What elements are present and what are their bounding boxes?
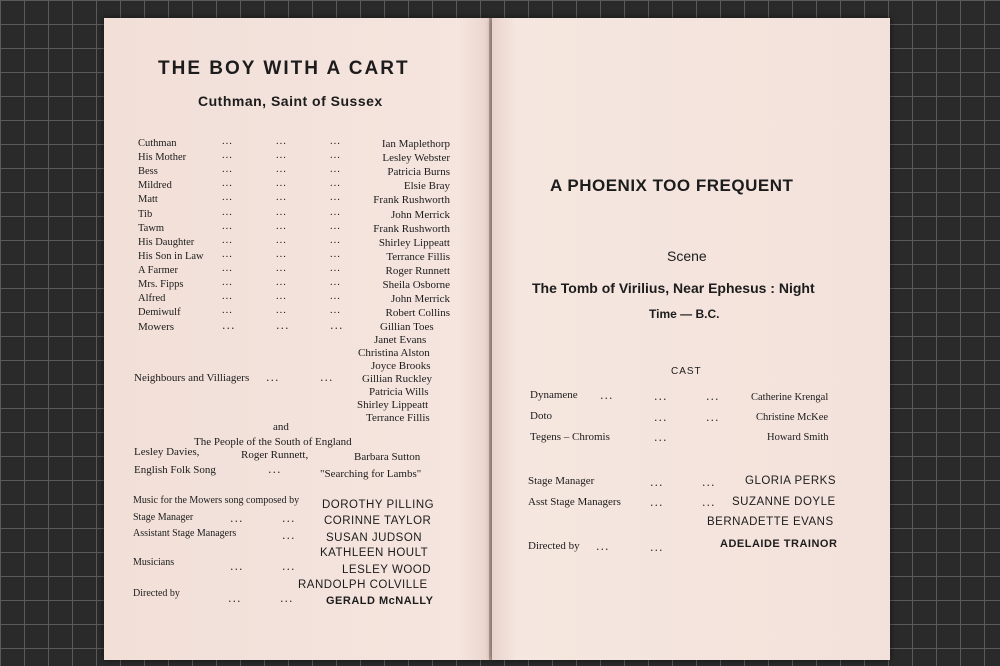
dot-leader: ... [276, 178, 287, 190]
dot-leader: ... [276, 150, 287, 162]
dot-leader: ... [330, 206, 341, 218]
musician: LESLEY WOOD [342, 564, 432, 576]
assistant-manager: SUSAN JUDSON [326, 532, 423, 544]
mower-actor: Christina Alston [358, 347, 430, 359]
dot-leader: ... [228, 592, 242, 605]
dot-leader: ... [330, 150, 341, 162]
dot-leader: ... [276, 192, 287, 204]
dot-leader: ... [276, 136, 287, 147]
directed-by-label: Directed by [133, 588, 180, 599]
cast-actor: Catherine Krengal [751, 392, 829, 403]
cast-row [138, 262, 450, 279]
dot-leader: ... [330, 248, 341, 260]
dot-leader: ... [282, 560, 296, 573]
scene-place: The Tomb of Virilius, Near Ephesus : Night [532, 280, 815, 296]
stage-manager: CORINNE TAYLOR [324, 515, 432, 527]
neighbours-role: Neighbours and Villiagers [134, 372, 250, 384]
cast-row [138, 138, 450, 152]
cast-role: Tib [138, 208, 153, 220]
stage-manager-label: Stage Manager [528, 475, 595, 487]
cast-role: Bess [138, 166, 158, 178]
folk-song-label: English Folk Song [134, 464, 216, 476]
cast-row [138, 220, 450, 237]
mowers-role: Mowers [138, 321, 175, 333]
dot-leader: ... [330, 192, 341, 204]
dot-leader: ... [222, 291, 233, 303]
dot-leader: ... [654, 390, 668, 403]
music-label: Music for the Mowers song composed by [133, 495, 300, 506]
dot-leader: ... [222, 178, 233, 190]
dot-leader: ... [600, 389, 614, 402]
cast-actor: Ian Maplethorp [381, 138, 450, 150]
cast-row [138, 194, 450, 208]
folk-song-title: "Searching for Lambs" [320, 468, 422, 480]
assistant-manager: BERNADETTE EVANS [707, 516, 834, 528]
dot-leader: ... [276, 291, 287, 303]
cast-role: Mildred [138, 180, 172, 192]
cast-row [138, 293, 450, 307]
musicians-label: Musicians [133, 557, 175, 568]
cast-actor: Patricia Burns [387, 166, 450, 179]
cast-row [138, 279, 450, 293]
cast-role: His Mother [138, 152, 187, 164]
dot-leader: ... [276, 164, 287, 176]
dot-leader: ... [276, 206, 287, 218]
dot-leader: ... [280, 592, 294, 605]
cast-role: Dynamene [530, 389, 578, 401]
cast-actor: Shirley Lippeatt [378, 236, 450, 249]
dot-leader: ... [222, 319, 236, 332]
dot-leader: ... [596, 540, 610, 553]
cast-role: Demiwulf [138, 307, 181, 319]
stage-manager-label: Stage Manager [133, 512, 194, 523]
folk-name: Roger Runnett, [241, 449, 309, 461]
cast-actor: Sheila Osborne [382, 279, 450, 291]
dot-leader: ... [650, 496, 664, 509]
cast-actor: Elsie Bray [403, 180, 450, 193]
dot-leader: ... [654, 411, 668, 424]
scene-time: Time — B.C. [649, 307, 720, 321]
assistant-label: Asst Stage Managers [528, 496, 621, 508]
dot-leader: ... [650, 476, 664, 489]
dot-leader: ... [222, 305, 233, 317]
dot-leader: ... [222, 262, 233, 274]
dot-leader: ... [330, 277, 341, 288]
dot-leader: ... [222, 277, 233, 288]
cast-role: A Farmer [138, 264, 178, 276]
dot-leader: ... [276, 234, 287, 246]
dot-leader: ... [222, 248, 233, 260]
left-page [104, 18, 490, 660]
cast-actor: Robert Collins [385, 307, 450, 320]
dot-leader: ... [222, 136, 233, 147]
director: GERALD McNALLY [326, 595, 434, 607]
cast-role: Matt [138, 194, 158, 206]
director: ADELAIDE TRAINOR [720, 538, 838, 550]
cast-heading: CAST [671, 366, 702, 377]
people-text: The People of the South of England [194, 436, 352, 448]
cast-role: His Son in Law [138, 250, 204, 262]
cast-actor: Roger Runnett [385, 264, 450, 277]
cast-role: Cuthman [138, 138, 177, 149]
dot-leader: ... [330, 319, 344, 332]
musician: RANDOLPH COLVILLE [298, 579, 428, 591]
cast-row [138, 234, 450, 251]
cast-actor: John Merrick [391, 208, 450, 221]
dot-leader: ... [706, 411, 720, 424]
dot-leader: ... [282, 512, 296, 525]
cast-row [138, 180, 450, 194]
dot-leader: ... [222, 220, 233, 232]
dot-leader: ... [654, 431, 668, 444]
cast-actor: Frank Rushworth [373, 222, 450, 235]
cast-actor: Terrance Fillis [386, 250, 450, 263]
assistant-manager: KATHLEEN HOULT [320, 547, 429, 559]
dot-leader: ... [222, 164, 233, 176]
dot-leader: ... [330, 178, 341, 190]
mower-actor: Janet Evans [374, 334, 427, 346]
mower-actor: Joyce Brooks [371, 360, 431, 372]
cast-row [138, 206, 450, 223]
neighbour-actor: Terrance Fillis [366, 412, 430, 424]
dot-leader: ... [320, 371, 334, 384]
cast-row [138, 152, 450, 166]
cast-actor: Christine McKee [756, 412, 829, 423]
cast-actor: Lesley Webster [382, 152, 450, 165]
dot-leader: ... [330, 164, 341, 176]
dot-leader: ... [706, 390, 720, 403]
dot-leader: ... [330, 262, 341, 274]
cast-role: Tawm [138, 222, 165, 234]
dot-leader: ... [330, 291, 341, 303]
cast-actor: Frank Rushworth [373, 194, 450, 207]
assistant-manager: SUZANNE DOYLE [732, 496, 836, 508]
dot-leader: ... [330, 305, 341, 317]
dot-leader: ... [230, 512, 244, 525]
dot-leader: ... [276, 220, 287, 232]
neighbour-actor: Patricia Wills [369, 386, 429, 398]
dot-leader: ... [230, 560, 244, 573]
and-text: and [273, 421, 289, 433]
dot-leader: ... [276, 319, 290, 332]
play-title: A PHOENIX TOO FREQUENT [550, 176, 794, 195]
dot-leader: ... [330, 220, 341, 232]
assistant-label: Assistant Stage Managers [133, 528, 237, 539]
play-subtitle: Cuthman, Saint of Sussex [198, 93, 383, 109]
cast-row [138, 166, 450, 180]
dot-leader: ... [268, 463, 282, 476]
mower-actor: Gillian Toes [380, 321, 434, 333]
dot-leader: ... [222, 192, 233, 204]
directed-by-label: Directed by [528, 540, 580, 552]
cast-actor: Howard Smith [767, 432, 829, 443]
cast-row [138, 248, 450, 265]
cast-role: Doto [530, 410, 552, 422]
dot-leader: ... [222, 150, 233, 162]
dot-leader: ... [222, 206, 233, 218]
dot-leader: ... [330, 234, 341, 246]
dot-leader: ... [266, 371, 280, 384]
folk-name: Barbara Sutton [354, 451, 421, 463]
neighbour-actor: Gillian Ruckley [362, 373, 432, 385]
cast-actor: John Merrick [391, 293, 450, 306]
cast-role: Mrs. Fipps [138, 279, 184, 290]
cast-row [138, 307, 450, 321]
dot-leader: ... [276, 277, 287, 288]
dot-leader: ... [282, 529, 296, 542]
dot-leader: ... [276, 262, 287, 274]
music-composer: DOROTHY PILLING [322, 499, 435, 511]
right-page [492, 18, 890, 660]
stage-manager: GLORIA PERKS [745, 475, 837, 487]
cast-role: His Daughter [138, 236, 195, 248]
play-title: THE BOY WITH A CART [158, 58, 410, 79]
dot-leader: ... [650, 541, 664, 554]
cast-role: Alfred [138, 293, 166, 305]
dot-leader: ... [702, 476, 716, 489]
dot-leader: ... [276, 248, 287, 260]
dot-leader: ... [222, 234, 233, 246]
neighbour-actor: Shirley Lippeatt [357, 399, 429, 411]
dot-leader: ... [330, 136, 341, 147]
folk-name: Lesley Davies, [134, 446, 200, 458]
dot-leader: ... [276, 305, 287, 317]
dot-leader: ... [702, 496, 716, 509]
cast-role: Tegens – Chromis [530, 431, 610, 443]
scene-heading: Scene [667, 248, 707, 264]
